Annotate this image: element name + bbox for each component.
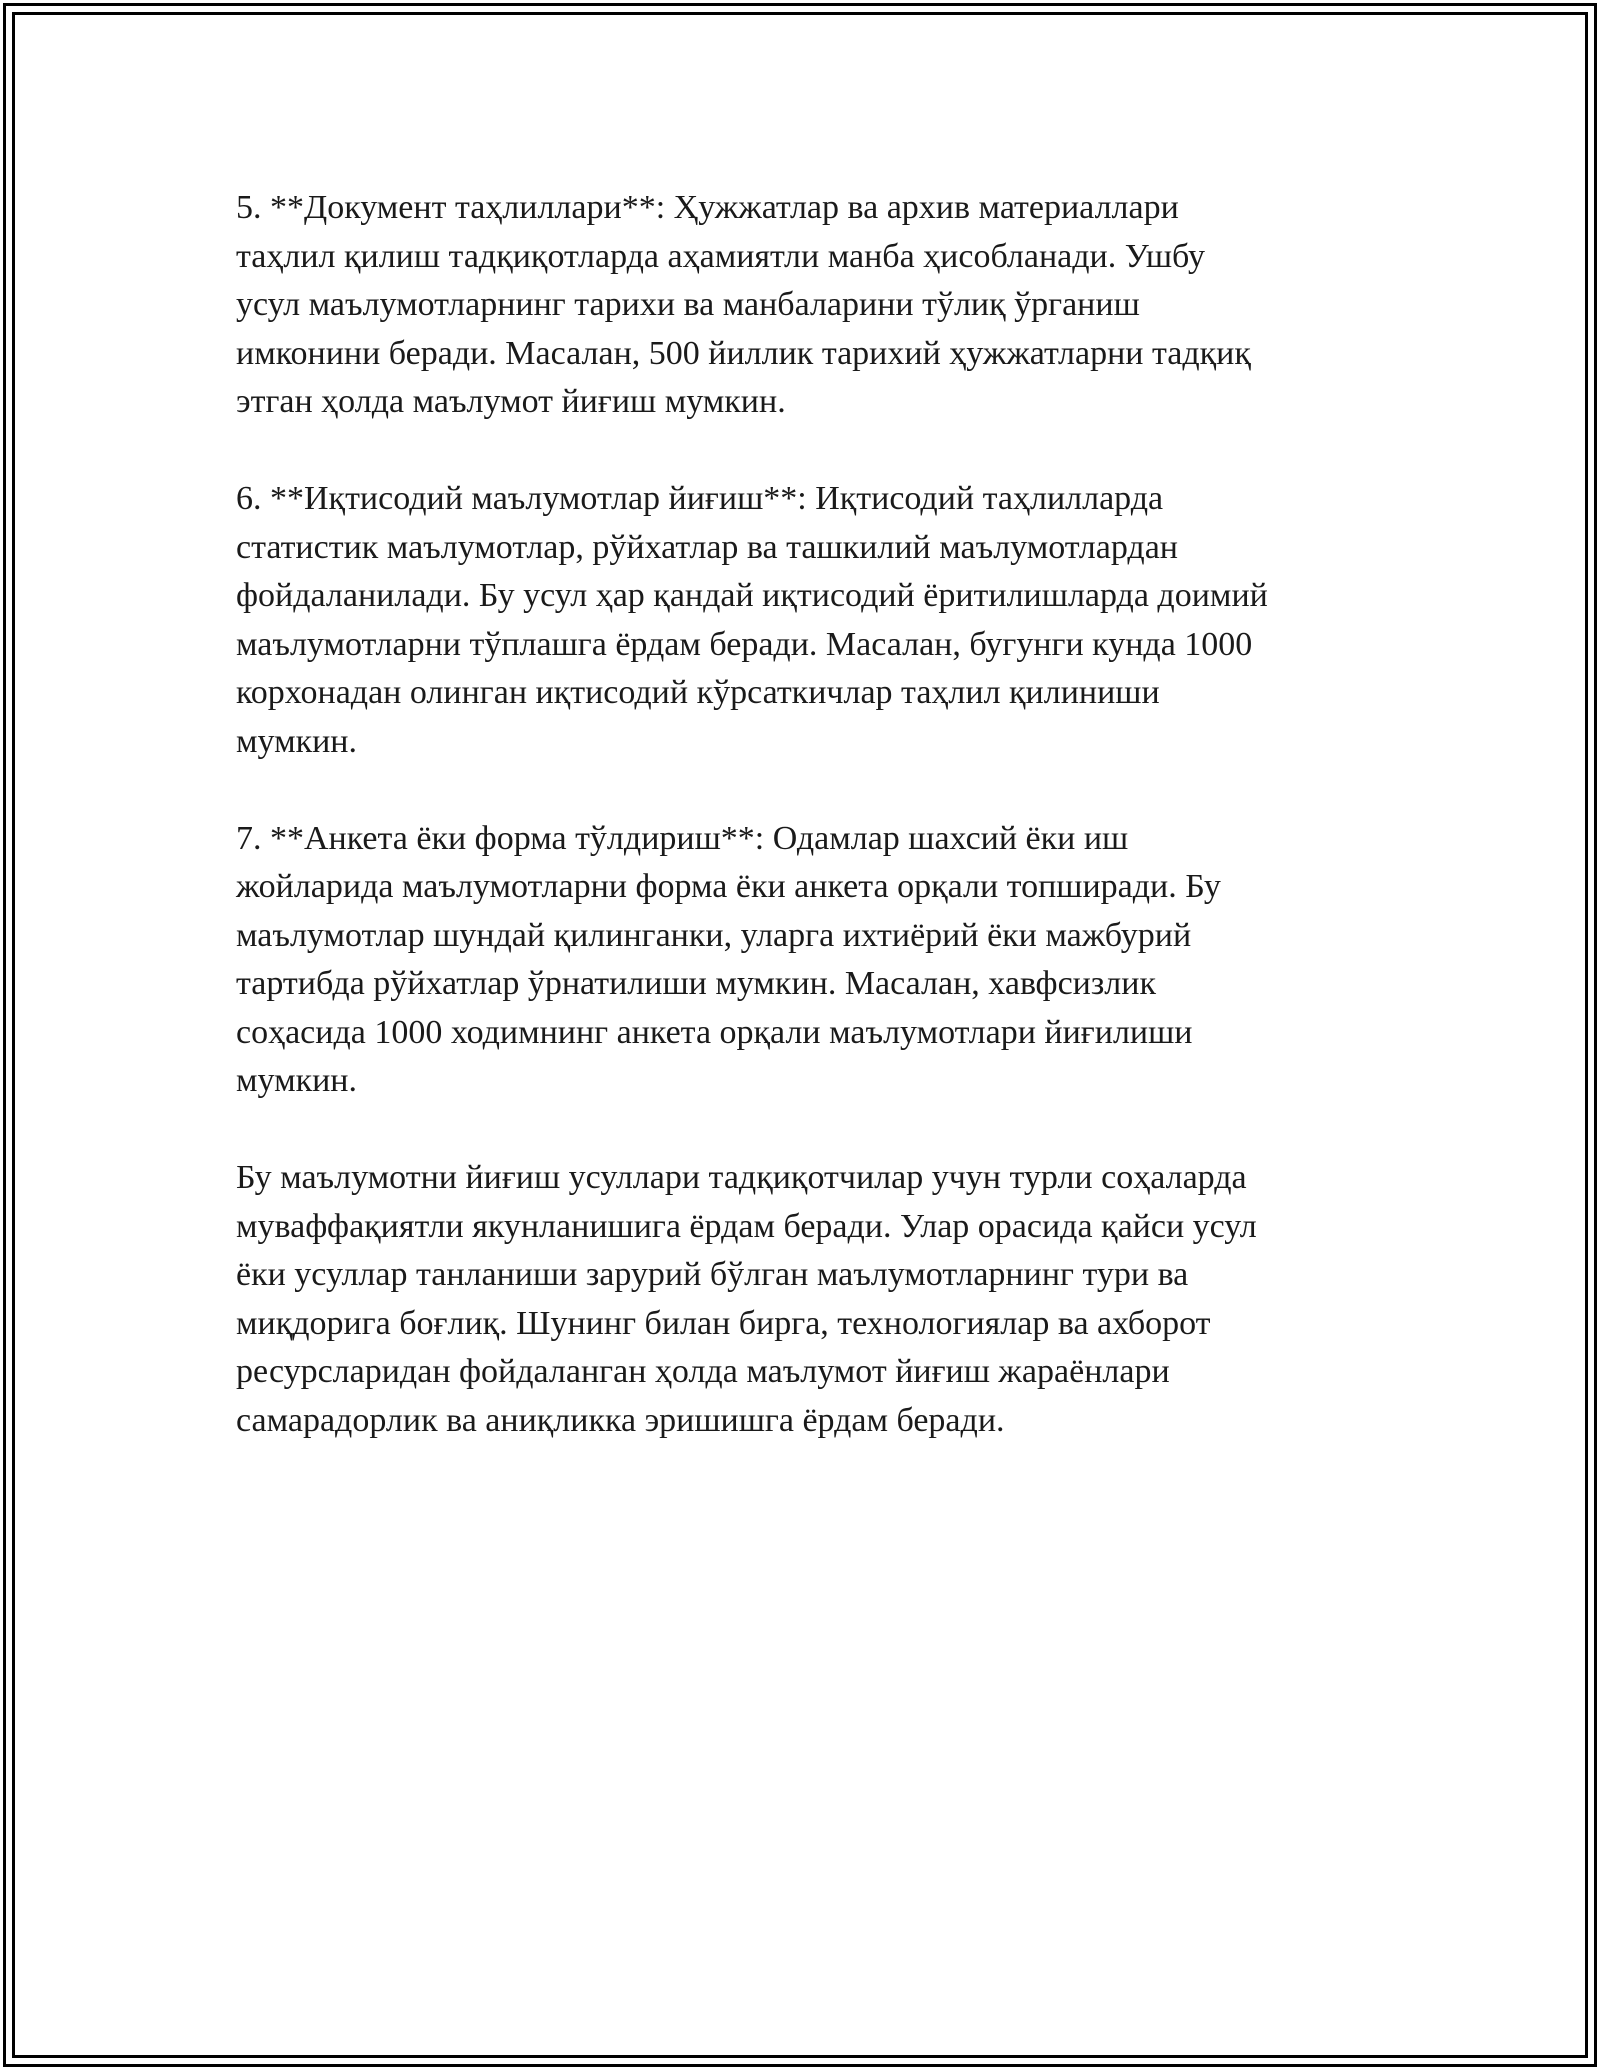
paragraph-document-analysis: 5. **Документ таҳлиллари**: Ҳужжатлар ва архив материаллари таҳлил қилиш тадқиқотларда аҳамиятли манба ҳисобланади. Ушбу усул маълумотларнинг тарихи ва манбаларини тўлиқ ўрганиш имконини беради. Масалан, 500 йиллик тарихий ҳужжатларни тадқиқ этган ҳолда маълумот йиғиш мумкин. [236, 189, 1251, 420]
paragraph-questionnaire-form: 7. **Анкета ёки форма тўлдириш**: Одамлар шахсий ёки иш жойларида маълумотларни форма ёки анкета орқали топширади. Бу маълумотлар шундай қилинганки, уларга ихтиёрий ёки мажбурий тартибда рўйхатлар ўрнатилиши мумкин. Масалан, хавфсизлик соҳасида 1000 ходимнинг анкета орқали маълумотлари йиғилиши мумкин. [236, 819, 1221, 1099]
document-body [236, 184, 1376, 1445]
paragraph-conclusion: Бу маълумотни йиғиш усуллари тадқиқотчилар учун турли соҳаларда муваффақиятли якунланишига ёрдам беради. Улар орасида қайси усул ёки усуллар танланиши зарурий бўлган маълумотларнинг тури ва миқдорига боғлиқ. Шунинг билан бирга, технологиялар ва ахборот ресурсларидан фойдаланган ҳолда маълумот йиғиш жараёнлари самарадорлик ва аниқликка эришишга ёрдам беради. [236, 1159, 1257, 1439]
paragraph-economic-data-collection: 6. **Иқтисодий маълумотлар йиғиш**: Иқтисодий таҳлилларда статистик маълумотлар, рўйхатлар ва ташкилий маълумотлардан фойдаланилади. Бу усул ҳар қандай иқтисодий ёритилишларда доимий маълумотларни тўплашга ёрдам беради. Масалан, бугунги кунда 1000 корхонадан олинган иқтисодий кўрсаткичлар таҳлил қилиниши мумкин. [236, 480, 1268, 760]
